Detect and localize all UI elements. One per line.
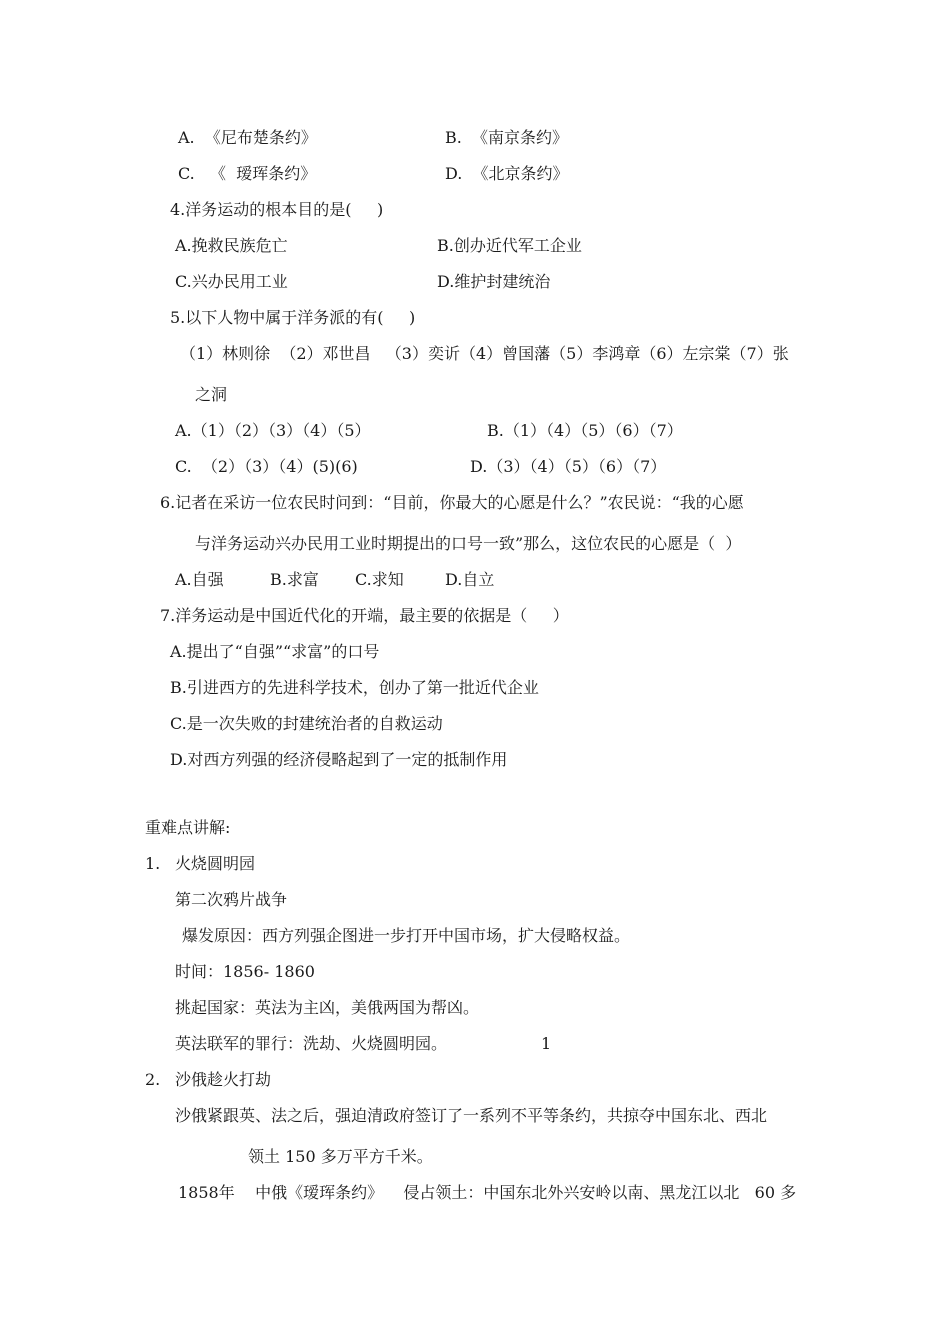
q3-option-c: C. 《 瑷珲条约》 [178, 164, 317, 183]
q6-option-d: D.自立 [445, 570, 495, 589]
item1-subtitle: 第二次鸦片战争 [175, 890, 288, 909]
item1-time: 时间：1856- 1860 [175, 962, 315, 981]
q4-option-a: A.挽救民族危亡 [175, 236, 288, 255]
q6-question-line2: 与洋务运动兴办民用工业时期提出的口号一致”那么，这位农民的心愿是（ ） [195, 534, 742, 553]
q7-option-c: C.是一次失败的封建统治者的自救运动 [170, 714, 443, 733]
q5-option-c: C. （2）（3）（4）(5)(6) [175, 457, 358, 476]
page-number: 1 [541, 1034, 552, 1053]
q5-people-line1: （1）林则徐 （2）邓世昌 （3）奕䜣（4）曾国藩（5）李鸿章（6）左宗棠（7）张 [180, 344, 789, 363]
q4-option-d: D.维护封建统治 [437, 272, 551, 291]
item1-crimes: 英法联军的罪行：洗劫、火烧圆明园。 [175, 1034, 448, 1053]
item2-number: 2. [145, 1070, 161, 1089]
q7-option-b: B.引进西方的先进科学技术，创办了第一批近代企业 [170, 678, 539, 697]
q5-option-a: A.（1）（2）（3）（4）（5） [175, 421, 371, 440]
item1-number: 1. [145, 854, 161, 873]
q6-option-c: C.求知 [355, 570, 404, 589]
q7-question: 7.洋务运动是中国近代化的开端，最主要的依据是（ ） [160, 606, 569, 625]
q3-option-d: D. 《北京条约》 [445, 164, 569, 183]
item1-countries: 挑起国家：英法为主凶，美俄两国为帮凶。 [175, 998, 480, 1017]
q5-question: 5.以下人物中属于洋务派的有( ) [170, 308, 416, 327]
item1-title: 火烧圆明园 [175, 854, 256, 873]
item2-1858-treaty: 1858年 中俄《瑷珲条约》 侵占领土：中国东北外兴安岭以南、黑龙江以北 60 多 [178, 1183, 797, 1202]
item2-text-line2: 领土 150 多万平方千米。 [248, 1147, 433, 1166]
section-heading: 重难点讲解: [145, 818, 231, 837]
q6-option-a: A.自强 [175, 570, 224, 589]
q7-option-d: D.对西方列强的经济侵略起到了一定的抵制作用 [170, 750, 508, 769]
item1-cause: 爆发原因：西方列强企图进一步打开中国市场，扩大侵略权益。 [182, 926, 631, 945]
item2-title: 沙俄趁火打劫 [175, 1070, 272, 1089]
item2-text-line1: 沙俄紧跟英、法之后，强迫清政府签订了一系列不平等条约，共掠夺中国东北、西北 [175, 1106, 768, 1125]
q5-option-d: D.（3）（4）（5）（6）（7） [470, 457, 667, 476]
q4-option-c: C.兴办民用工业 [175, 272, 288, 291]
q3-option-b: B. 《南京条约》 [445, 128, 569, 147]
q5-people-line2: 之洞 [195, 385, 228, 404]
q7-option-a: A.提出了“自强”“求富”的口号 [170, 642, 380, 661]
q4-option-b: B.创办近代军工企业 [437, 236, 582, 255]
q6-question-line1: 6.记者在采访一位农民时问到：“目前，你最大的心愿是什么？”农民说：“我的心愿 [160, 493, 744, 512]
q6-option-b: B.求富 [270, 570, 319, 589]
q5-option-b: B.（1）（4）（5）（6）（7） [487, 421, 683, 440]
q3-option-a: A. 《尼布楚条约》 [178, 128, 317, 147]
q4-question: 4.洋务运动的根本目的是( ) [170, 200, 384, 219]
